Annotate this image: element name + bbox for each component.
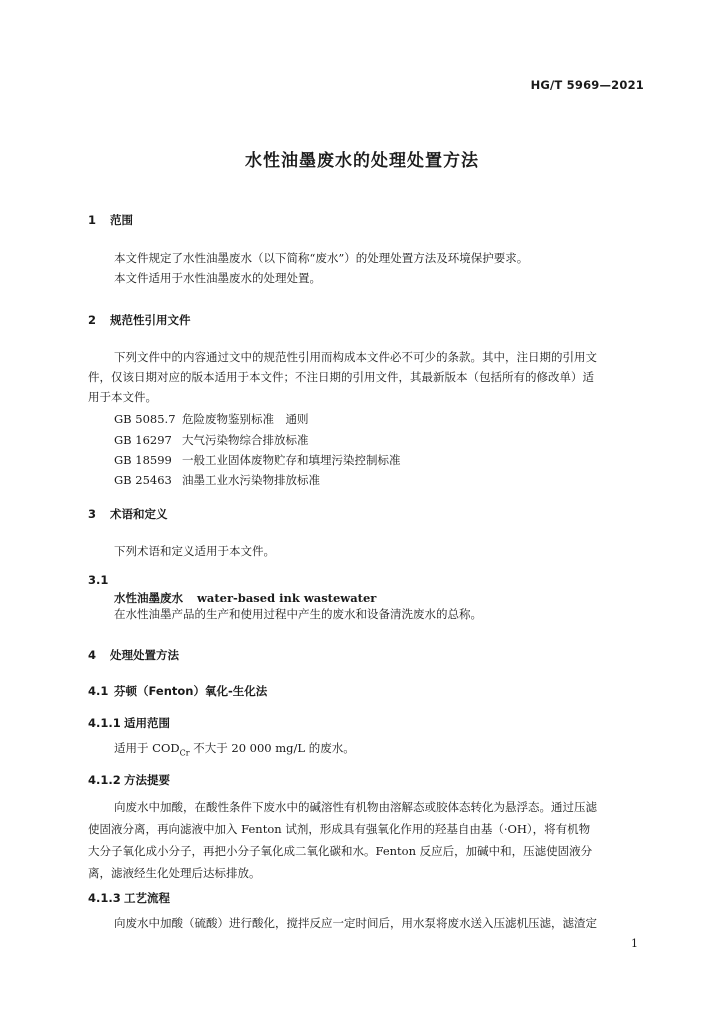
section-4-1-2-line-1: 向废水中加酸，在酸性条件下废水中的碱溶性有机物由溶解态或胶体态转化为悬浮态。通过压滤: [114, 800, 597, 814]
reference-item: [114, 432, 309, 448]
section-number: 4.1.3: [88, 891, 121, 905]
term-english: water-based ink wastewater: [197, 591, 377, 605]
text-suffix: 不大于 20 000 mg/L 的废水。: [189, 741, 355, 755]
section-heading-text: 范围: [110, 213, 133, 227]
section-heading-text: 处理处置方法: [110, 648, 179, 662]
section-4-1-3-line-1: 向废水中加酸（硫酸）进行酸化，搅拌反应一定时间后，用水泵将废水送入压滤机压滤，滤渣定: [114, 916, 597, 930]
term-number: 3.1: [88, 573, 109, 587]
section-number: 1: [88, 213, 97, 227]
section-number: 3: [88, 507, 97, 521]
section-3-intro: 下列术语和定义适用于本文件。: [114, 544, 275, 558]
reference-item: [114, 472, 320, 488]
section-2-line-3: 用于本文件。: [88, 390, 157, 404]
page-number: 1: [631, 937, 638, 950]
section-2-line-1: 下列文件中的内容通过文中的规范性引用而构成本文件必不可少的条款。其中，注日期的引用文: [114, 350, 597, 364]
section-heading-text: 术语和定义: [110, 507, 168, 521]
standard-number: HG/T 5969—2021: [530, 78, 644, 92]
text-prefix: 适用于 COD: [114, 741, 180, 755]
section-4-1-1-heading: [88, 715, 170, 731]
section-4-1-2-heading: [88, 772, 170, 788]
section-2-line-2: 件，仅该日期对应的版本适用于本文件；不注日期的引用文件，其最新版本（包括所有的修改单）适: [88, 370, 594, 384]
section-heading-text: 适用范围: [124, 716, 170, 730]
reference-name: 一般工业固体废物贮存和填埋污染控制标准: [182, 453, 401, 467]
term-definition: 在水性油墨产品的生产和使用过程中产生的废水和设备清洗废水的总称。: [114, 607, 482, 621]
section-number: 4.1.1: [88, 716, 121, 730]
section-4-1-3-heading: [88, 890, 170, 906]
section-number: 4: [88, 648, 97, 662]
section-4-1-1-text: [88, 738, 674, 764]
reference-item: [114, 452, 401, 468]
reference-name: 危险废物鉴别标准 通则: [182, 412, 309, 426]
section-heading-text: 工艺流程: [124, 891, 170, 905]
reference-code: GB 5085.7: [114, 412, 176, 426]
section-1-para-1: 本文件规定了水性油墨废水（以下简称“废水”）的处理处置方法及环境保护要求。: [114, 251, 529, 265]
section-number: 4.1: [88, 684, 109, 698]
reference-name: 大气污染物综合排放标准: [182, 433, 309, 447]
section-1-heading: [88, 212, 133, 228]
section-4-1-2-line-2: 使固液分离，再向滤液中加入 Fenton 试剂，形成具有强氧化作用的羟基自由基（·OH），将有机物: [88, 822, 591, 836]
section-2-heading: [88, 312, 191, 328]
reference-code: GB 16297: [114, 433, 172, 447]
page-title: 水性油墨废水的处理处置方法: [245, 151, 479, 171]
section-heading-text: 规范性引用文件: [110, 313, 191, 327]
section-4-1-2-line-4: 离，滤液经生化处理后达标排放。: [88, 866, 261, 880]
section-number: 4.1.2: [88, 773, 121, 787]
section-4-1-2-line-3: 大分子氧化成小分子，再把小分子氧化成二氧化碳和水。Fenton 反应后，加碱中和，压滤使固液分: [88, 844, 593, 858]
section-heading-text: 方法提要: [124, 773, 170, 787]
cod-subscript: Cr: [179, 748, 190, 758]
reference-item: [114, 411, 309, 427]
section-4-1-heading: [88, 683, 267, 699]
reference-name: 油墨工业水污染物排放标准: [182, 473, 320, 487]
reference-code: GB 25463: [114, 473, 172, 487]
term-chinese: 水性油墨废水: [114, 591, 183, 605]
section-4-heading: [88, 647, 179, 663]
section-3-heading: [88, 506, 168, 522]
section-heading-text: 芬顿（Fenton）氧化-生化法: [114, 684, 268, 698]
section-1-para-2: 本文件适用于水性油墨废水的处理处置。: [114, 271, 321, 285]
section-number: 2: [88, 313, 97, 327]
reference-code: GB 18599: [114, 453, 172, 467]
